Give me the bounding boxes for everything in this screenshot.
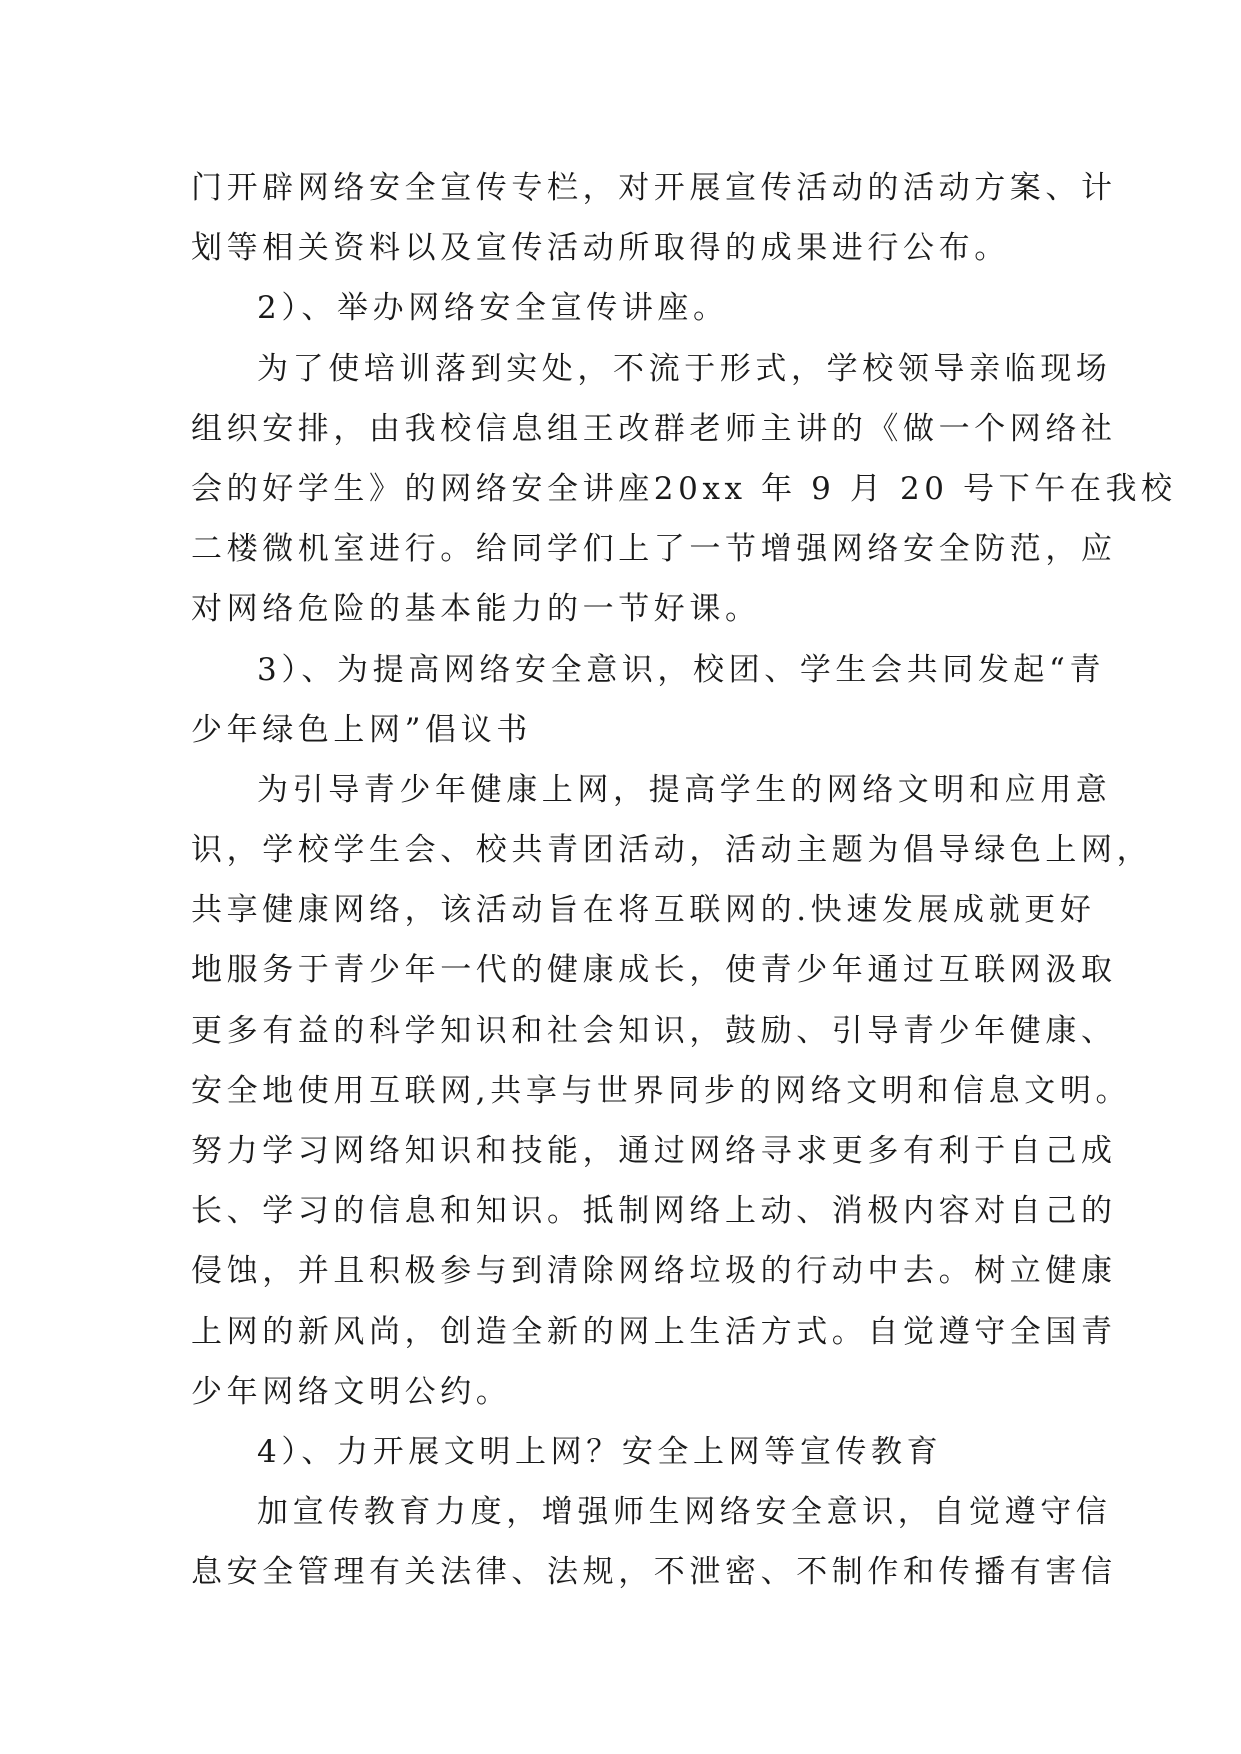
text-line: 加宣传教育力度，增强师生网络安全意识，自觉遵守信 bbox=[257, 1494, 1112, 1531]
text-line: 组织安排，由我校信息组王改群老师主讲的《做一个网络社 bbox=[191, 410, 1117, 447]
text-line: 少年绿色上网”倡议书 bbox=[191, 711, 532, 748]
text-line: 识，学校学生会、校共青团活动，活动主题为倡导绿色上网， bbox=[191, 832, 1153, 869]
text-line: 息安全管理有关法律、法规，不泄密、不制作和传播有害信 bbox=[191, 1554, 1117, 1591]
text-line: 长、学习的信息和知识。抵制网络上动、消极内容对自己的 bbox=[191, 1193, 1117, 1230]
text-line: 侵蚀，并且积极参与到清除网络垃圾的行动中去。树立健康 bbox=[191, 1253, 1117, 1290]
text-line: 会的好学生》的网络安全讲座20xx 年 9 月 20 号下午在我校 bbox=[191, 470, 1177, 507]
text-line: 地服务于青少年一代的健康成长，使青少年通过互联网汲取 bbox=[191, 952, 1117, 989]
text-line: 二楼微机室进行。给同学们上了一节增强网络安全防范，应 bbox=[191, 531, 1117, 568]
section-heading-4 bbox=[191, 1422, 1051, 1482]
text-line: 2）、举办网络安全宣传讲座。 bbox=[257, 290, 729, 327]
section-heading-2 bbox=[191, 278, 1051, 338]
text-line: 安全地使用互联网,共享与世界同步的网络文明和信息文明。 bbox=[191, 1072, 1132, 1109]
text-line: 对网络危险的基本能力的一节好课。 bbox=[191, 591, 761, 628]
text-line: 为了使培训落到实处，不流于形式，学校领导亲临现场 bbox=[257, 350, 1112, 387]
text-line: 门开辟网络安全宣传专栏，对开展宣传活动的活动方案、计 bbox=[191, 170, 1117, 206]
text-line: 4）、力开展文明上网？安全上网等宣传教育 bbox=[257, 1433, 943, 1470]
paragraph bbox=[191, 760, 1153, 1422]
text-line: 共享健康网络，该活动旨在将互联网的.快速发展成就更好 bbox=[191, 892, 1096, 929]
text-line: 划等相关资料以及宣传活动所取得的成果进行公布。 bbox=[191, 230, 1010, 267]
body-text bbox=[191, 158, 1177, 1603]
text-line: 努力学习网络知识和技能，通过网络寻求更多有利于自己成 bbox=[191, 1133, 1117, 1169]
text-line: 上网的新风尚，创造全新的网上生活方式。自觉遵守全国青 bbox=[191, 1313, 1117, 1350]
text-line: 少年网络文明公约。 bbox=[191, 1373, 512, 1410]
text-line: 3）、为提高网络安全意识，校团、学生会共同发起“青 bbox=[257, 651, 1106, 688]
paragraph bbox=[191, 158, 1117, 278]
paragraph bbox=[191, 339, 1177, 640]
text-line: 为引导青少年健康上网，提高学生的网络文明和应用意 bbox=[257, 771, 1112, 808]
text-line: 更多有益的科学知识和社会知识，鼓励、引导青少年健康、 bbox=[191, 1012, 1117, 1049]
paragraph bbox=[191, 1482, 1117, 1602]
section-heading-3 bbox=[191, 640, 1106, 760]
